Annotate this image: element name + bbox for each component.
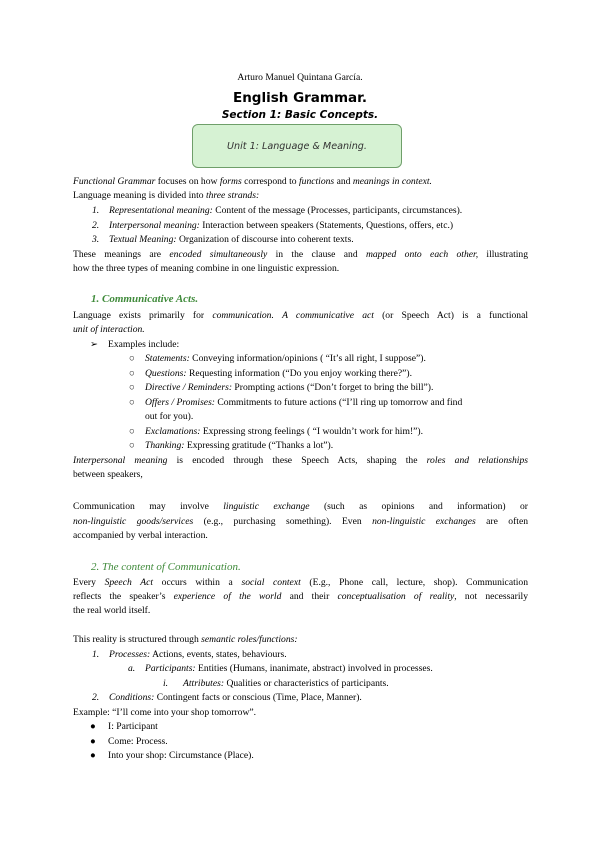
document-title: English Grammar. (232, 90, 368, 106)
role-item-processes: 1. Processes: Actions, events, states, behaviours. (92, 649, 287, 660)
section-2-paragraph-1-line2: reflects the speaker’s experience of the world and their conceptualisation of reality, not necessarily (73, 591, 528, 602)
example-item-questions: ○ Questions: Requesting information (“Do you enjoy working there?”). (129, 368, 412, 379)
section-2-heading: 2. The content of Communication. (91, 561, 241, 573)
section-1-paragraph-1: Language exists primarily for communication. A communicative act (or Speech Act) is a functional (73, 310, 528, 321)
strand-item-1: 1. Representational meaning: Content of the message (Processes, participants, circumstances). (92, 205, 463, 216)
bullet-item-process: ● Come: Process. (90, 736, 168, 747)
intro-paragraph-2: Language meaning is divided into three strands: (73, 190, 260, 201)
circle-bullet-icon: ○ (129, 397, 135, 408)
role-item-participants: a. Participants: Entities (Humans, inanimate, abstract) involved in processes. (128, 663, 433, 674)
section-1-paragraph-3: Communication may involve linguistic exchange (such as opinions and information) or (73, 501, 528, 512)
example-item-directives: ○ Directive / Reminders: Prompting actions (“Don’t forget to bring the bill”). (129, 382, 434, 393)
section-2-paragraph-1: Every Speech Act occurs within a social context (E.g., Phone call, lecture, shop). Communication (73, 577, 529, 588)
example-item-offers: ○ Offers / Promises: Commitments to future actions (“I’ll ring up tomorrow and find (129, 397, 463, 408)
example-item-thanking: ○ Thanking: Expressing gratitude (“Thanks a lot”). (129, 440, 334, 451)
example-item-exclamations: ○ Exclamations: Expressing strong feelings ( “I wouldn’t work for him!”). (129, 426, 423, 437)
bullet-item-circumstance: ● Into your shop: Circumstance (Place). (90, 750, 254, 761)
intro-paragraph-1: Functional Grammar focuses on how forms correspond to functions and meanings in context. (73, 176, 432, 187)
section-subtitle: Section 1: Basic Concepts. (221, 109, 379, 121)
bullet-dot-icon: ● (90, 721, 96, 732)
section-1-paragraph-3-line2: non-linguistic goods/services (e.g., purchasing something). Even non-linguistic exchanges are often (73, 516, 528, 527)
intro-paragraph-3: These meanings are encoded simultaneously in the clause and mapped onto each other, illustrating (73, 249, 528, 260)
strand-item-3: 3. Textual Meaning: Organization of discourse into coherent texts. (92, 234, 354, 245)
section-1-paragraph-2: Interpersonal meaning is encoded through these Speech Acts, shaping the roles and relationships (73, 455, 528, 466)
circle-bullet-icon: ○ (129, 426, 135, 437)
arrow-bullet-icon: ➢ (90, 339, 99, 350)
strand-item-2: 2. Interpersonal meaning: Interaction between speakers (Statements, Questions, offers, etc.) (92, 220, 454, 231)
section-1-paragraph-1-cont: unit of interaction. (73, 324, 145, 335)
bullet-dot-icon: ● (90, 736, 96, 747)
author-line: Arturo Manuel Quintana García. (237, 72, 363, 83)
example-sentence: Example: “I’ll come into your shop tomorrow”. (73, 707, 257, 718)
section-2-paragraph-2: This reality is structured through semantic roles/functions: (73, 634, 298, 645)
examples-label: ➢ Examples include: (90, 339, 180, 350)
role-item-conditions: 2. Conditions: Contingent facts or conscious (Time, Place, Manner). (92, 692, 362, 703)
section-1-heading: 1. Communicative Acts. (91, 293, 199, 305)
circle-bullet-icon: ○ (129, 440, 135, 451)
circle-bullet-icon: ○ (129, 353, 135, 364)
unit-title-box (192, 124, 402, 168)
section-1-paragraph-2-cont: between speakers, (73, 469, 143, 480)
unit-title-text: Unit 1: Language & Meaning. (227, 140, 367, 152)
section-1-paragraph-3-line3: accompanied by verbal interaction. (73, 530, 208, 541)
circle-bullet-icon: ○ (129, 382, 135, 393)
section-2-paragraph-1-line3: the real world itself. (73, 605, 151, 616)
role-item-attributes: i. Attributes: Qualities or characteristics of participants. (163, 678, 389, 689)
bullet-item-participant: ● I: Participant (90, 721, 158, 732)
bullet-dot-icon: ● (90, 750, 96, 761)
example-item-offers-cont: out for you). (145, 411, 194, 422)
example-item-statements: ○ Statements: Conveying information/opinions ( “It’s all right, I suppose”). (129, 353, 426, 364)
circle-bullet-icon: ○ (129, 368, 135, 379)
intro-paragraph-3-cont: how the three types of meaning combine in one linguistic expression. (73, 263, 340, 274)
